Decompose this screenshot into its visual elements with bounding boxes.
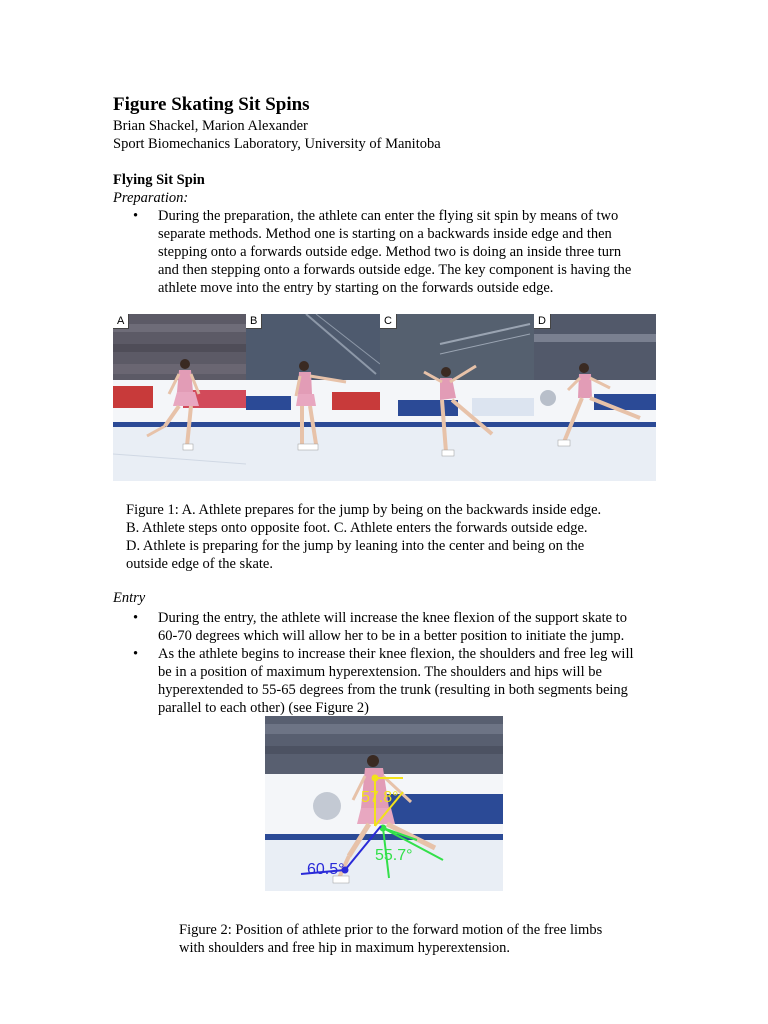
caption-line: with shoulders and free hip in maximum hyperextension. — [179, 940, 511, 956]
text-line: 60-70 degrees which will allow her to be in a better position to initiate the jump. — [158, 628, 625, 644]
section-heading: Flying Sit Spin — [113, 172, 205, 188]
figure-2-image — [265, 716, 503, 891]
preparation-list — [133, 207, 632, 297]
figure-2-caption — [179, 921, 602, 957]
caption-line: outside edge of the skate. — [126, 556, 273, 572]
text-line: athlete move into the entry by starting on the forwards outside edge. — [158, 280, 554, 296]
entry-list — [133, 609, 634, 717]
figure-1-caption — [126, 501, 601, 573]
text-line: be in a position of maximum hyperextension. The shoulders and hips will be — [158, 664, 602, 680]
text-line: stepping onto a forwards outside edge. Method two is doing an inside three turn — [158, 244, 622, 260]
list-item — [133, 207, 632, 297]
angle-label-knee: 60.5° — [307, 861, 345, 878]
text-line: separate methods. Method one is starting on a backwards inside edge and then — [158, 226, 612, 242]
paper-title: Figure Skating Sit Spins — [113, 94, 310, 115]
figure-1-frame-b — [246, 314, 380, 481]
preparation-heading: Preparation: — [113, 190, 189, 206]
caption-line: Figure 1: A. Athlete prepares for the jump by being on the backwards inside edge. — [126, 502, 602, 518]
text-line: parallel to each other) (see Figure 2) — [158, 700, 369, 716]
frame-label: C — [380, 314, 397, 329]
text-line: During the preparation, the athlete can enter the flying sit spin by means of two — [158, 208, 619, 224]
caption-line: Figure 2: Position of athlete prior to the forward motion of the free limbs — [179, 922, 603, 938]
entry-heading: Entry — [113, 590, 146, 606]
bullet-glyph: • — [133, 646, 139, 662]
angle-label-shoulder: 57.8° — [361, 789, 399, 806]
text-line: As the athlete begins to increase their knee flexion, the shoulders and free leg will — [158, 646, 634, 662]
frame-label: B — [246, 314, 262, 329]
figure-1-frame-d — [534, 314, 656, 481]
bullet-glyph: • — [133, 208, 139, 224]
text-line: During the entry, the athlete will increase the knee flexion of the support skate to — [158, 610, 627, 626]
authors: Brian Shackel, Marion Alexander — [113, 118, 308, 134]
figure-1-frame-c — [380, 314, 534, 481]
bullet-glyph: • — [133, 610, 139, 626]
text-line: and then stepping onto a forwards outside edge. The key component is having the — [158, 262, 632, 278]
frame-label: D — [534, 314, 551, 329]
caption-line: D. Athlete is preparing for the jump by leaning into the center and being on the — [126, 538, 585, 554]
affiliation: Sport Biomechanics Laboratory, University of Manitoba — [113, 136, 441, 152]
figure-1-frame-a — [113, 314, 246, 481]
angle-label-hip: 55.7° — [375, 847, 413, 864]
frame-label: A — [113, 314, 129, 329]
list-item — [133, 645, 634, 717]
list-item — [133, 609, 634, 645]
text-line: hyperextended to 55-65 degrees from the trunk (resulting in both segments being — [158, 682, 628, 698]
caption-line: B. Athlete steps onto opposite foot. C. Athlete enters the forwards outside edge. — [126, 520, 588, 536]
